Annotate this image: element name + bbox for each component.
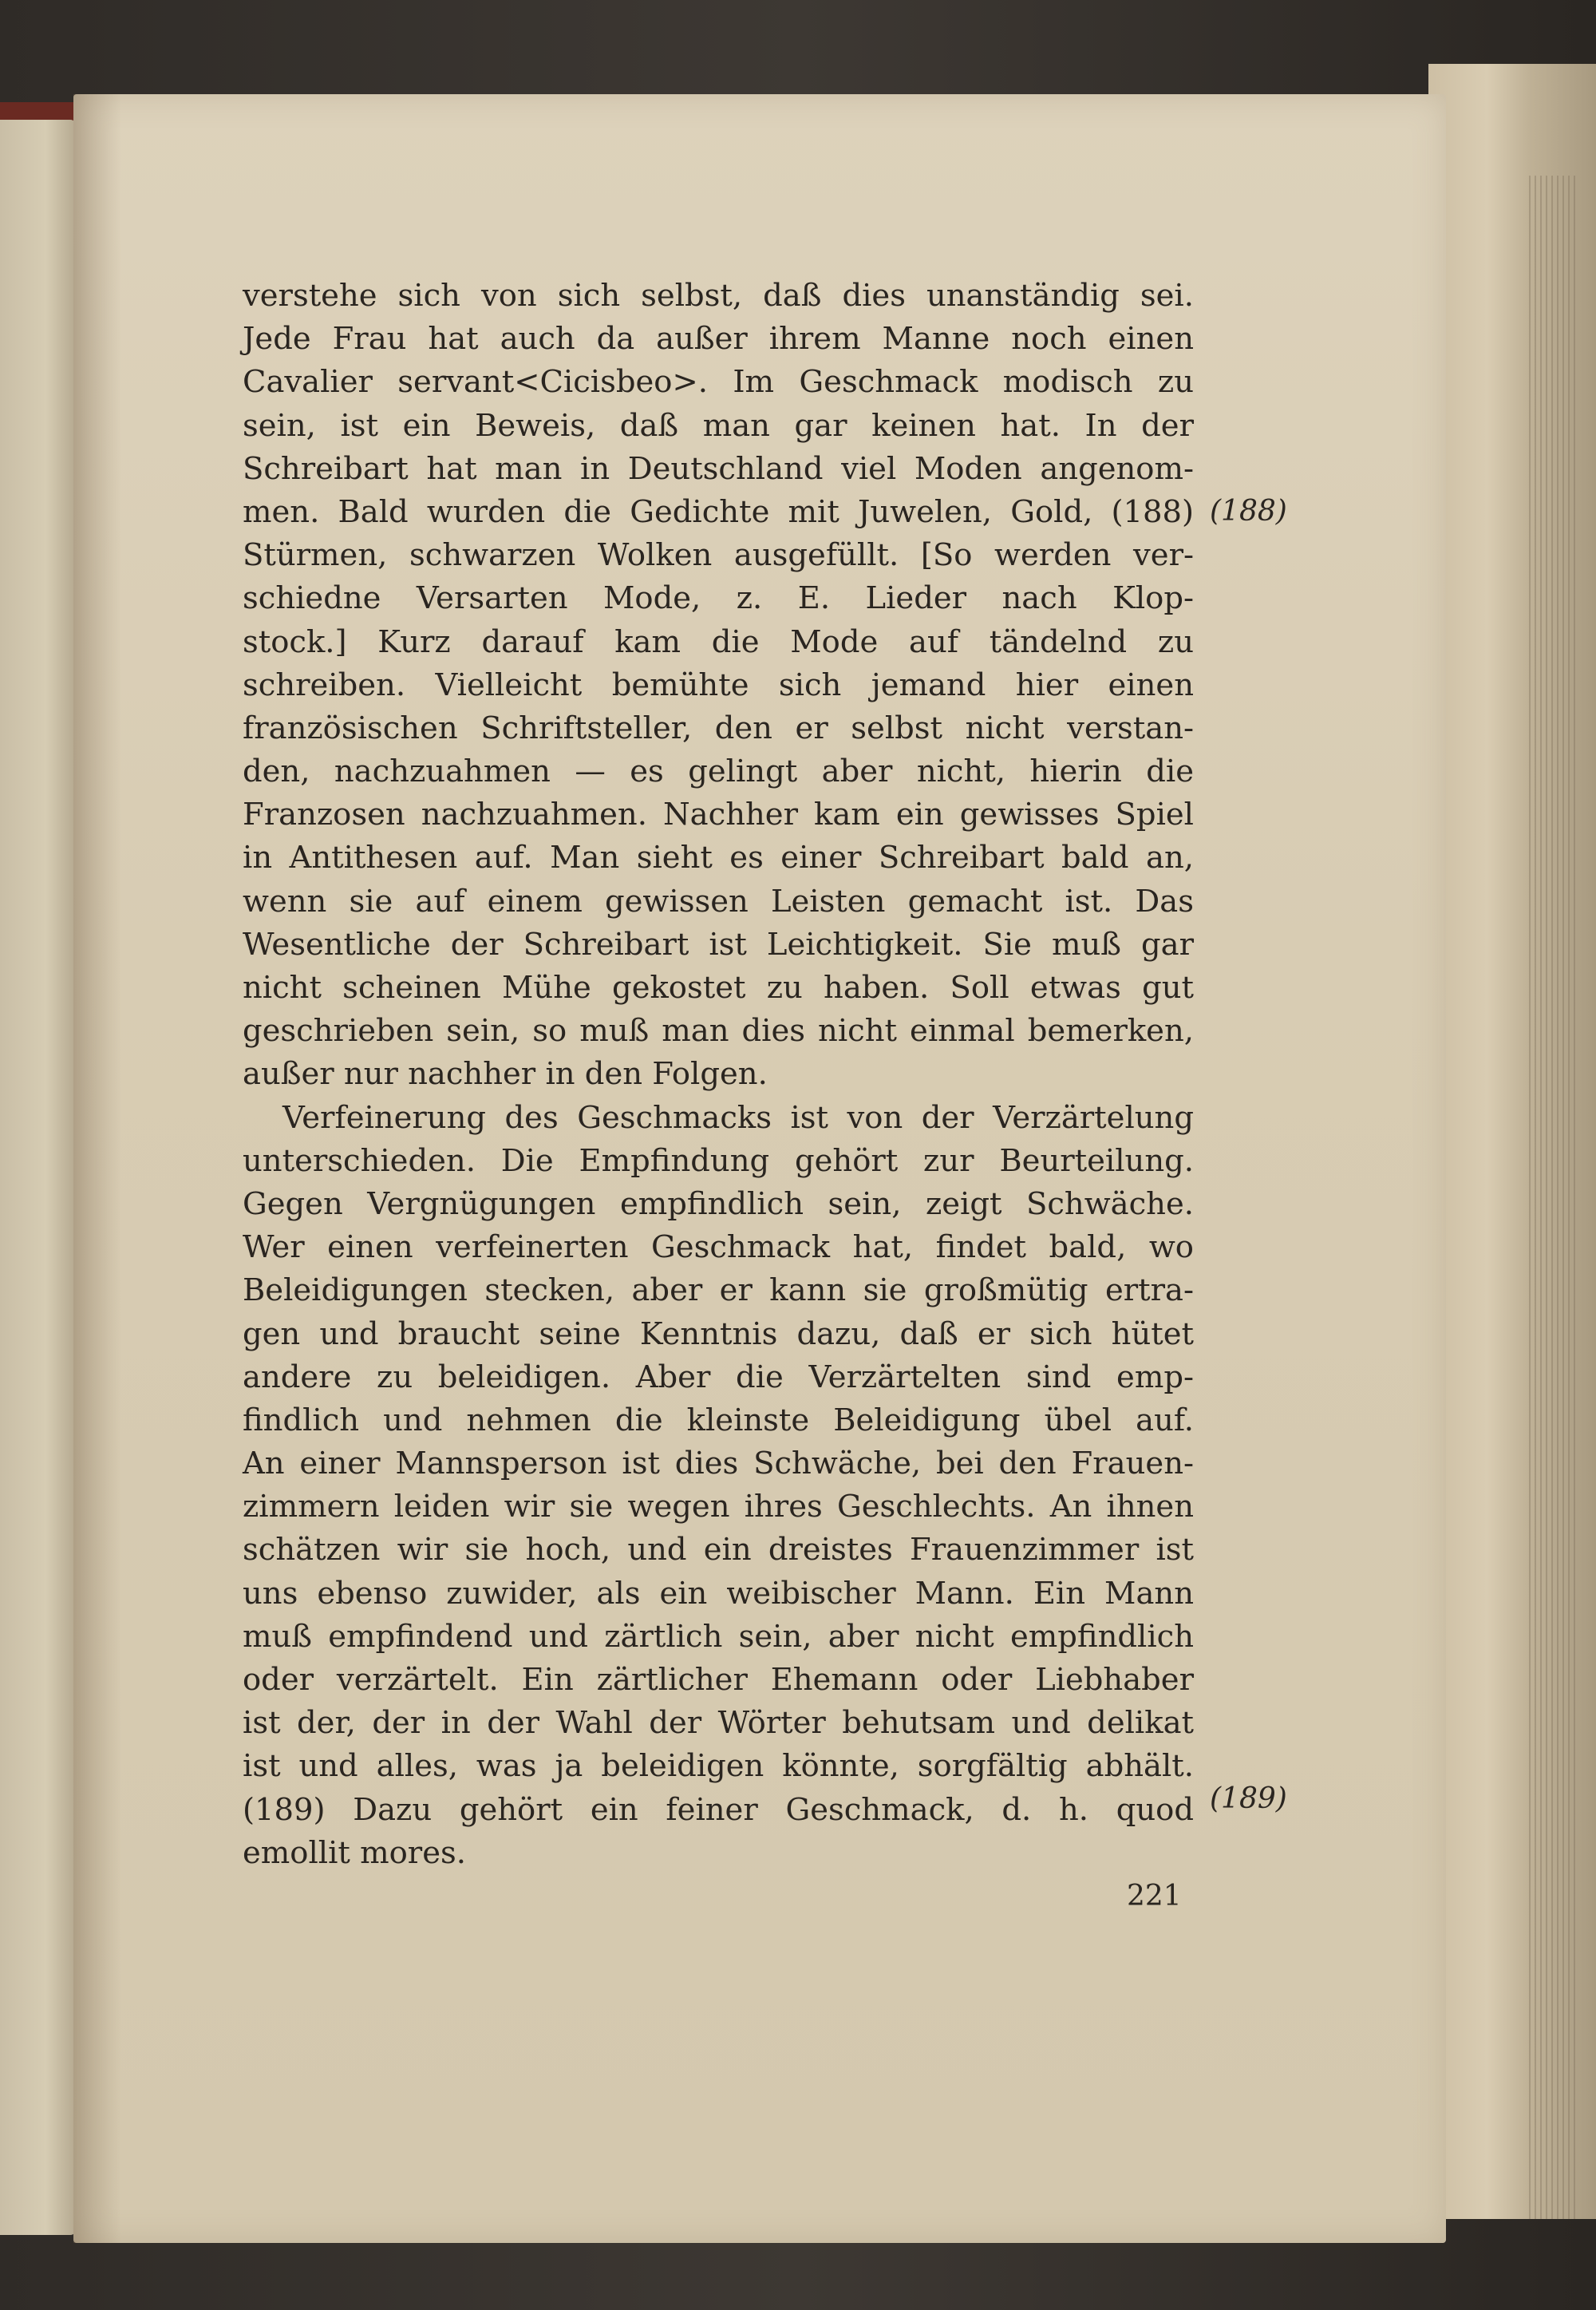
page-number: 221	[1127, 1880, 1182, 1912]
text-line: schätzen wir sie hoch, und ein dreistes Frauenzimmer ist	[243, 1532, 1194, 1568]
text-line: wenn sie auf einem gewissen Leisten gemacht ist. Das	[243, 883, 1194, 920]
book-page-edges	[1428, 64, 1596, 2219]
text-line: sein, ist ein Beweis, daß man gar keinen hat. In der	[243, 407, 1194, 444]
text-line: nicht scheinen Mühe gekostet zu haben. Soll etwas gut	[243, 970, 1194, 1006]
text-line: ist der, der in der Wahl der Wörter behutsam und delikat	[243, 1705, 1194, 1742]
text-line: unterschieden. Die Empfindung gehört zur Beurteilung.	[243, 1142, 1194, 1179]
text-line: außer nur nachher in den Folgen.	[243, 1056, 768, 1093]
gutter-shadow	[73, 94, 121, 2243]
text-line: Schreibart hat man in Deutschland viel Moden angenom-	[243, 450, 1194, 487]
text-line: Cavalier servant<Cicisbeo>. Im Geschmack modisch zu	[243, 364, 1194, 401]
text-line: Wesentliche der Schreibart ist Leichtigkeit. Sie muß gar	[243, 926, 1194, 963]
text-line: Beleidigungen stecken, aber er kann sie großmütig ertra-	[243, 1272, 1194, 1309]
text-line: muß empfindend und zärtlich sein, aber nicht empfindlich	[243, 1618, 1194, 1655]
page-edge-lines	[1529, 176, 1577, 2219]
text-line: schiedne Versarten Mode, z. E. Lieder nach Klop-	[243, 580, 1194, 617]
text-line: An einer Mannsperson ist dies Schwäche, bei den Frauen-	[243, 1446, 1194, 1482]
text-line: (189) Dazu gehört ein feiner Geschmack, d. h. quod	[243, 1791, 1194, 1828]
text-line: gen und braucht seine Kenntnis dazu, daß er sich hütet	[243, 1315, 1194, 1352]
margin-note-188: (188)	[1210, 495, 1287, 528]
left-facing-page	[0, 120, 77, 2235]
text-line: stock.] Kurz darauf kam die Mode auf tändelnd zu	[243, 623, 1194, 660]
text-line: verstehe sich von sich selbst, daß dies unanständig sei.	[243, 278, 1194, 314]
text-line: Wer einen verfeinerten Geschmack hat, findet bald, wo	[243, 1229, 1194, 1266]
text-line: emollit mores.	[243, 1834, 466, 1871]
text-line: uns ebenso zuwider, als ein weibischer Mann. Ein Mann	[243, 1575, 1194, 1612]
text-line: men. Bald wurden die Gedichte mit Juwelen, Gold, (188)	[243, 493, 1194, 530]
body-text	[243, 275, 1194, 1875]
text-line: den, nachzuahmen — es gelingt aber nicht, hierin die	[243, 754, 1194, 790]
text-line: Stürmen, schwarzen Wolken ausgefüllt. [So werden ver-	[243, 537, 1194, 574]
text-line: schreiben. Vielleicht bemühte sich jemand hier einen	[243, 666, 1194, 703]
text-line: findlich und nehmen die kleinste Beleidigung übel auf.	[243, 1402, 1194, 1438]
text-line: geschrieben sein, so muß man dies nicht einmal bemerken,	[243, 1013, 1194, 1050]
text-line: Jede Frau hat auch da außer ihrem Manne noch einen	[243, 321, 1194, 358]
text-line: zimmern leiden wir sie wegen ihres Geschlechts. An ihnen	[243, 1489, 1194, 1525]
text-line: andere zu beleidigen. Aber die Verzärtelten sind emp-	[243, 1359, 1194, 1395]
text-line: in Antithesen auf. Man sieht es einer Schreibart bald an,	[243, 840, 1194, 876]
margin-note-189: (189)	[1210, 1782, 1287, 1815]
text-line: ist und alles, was ja beleidigen könnte, sorgfältig abhält.	[243, 1748, 1194, 1785]
text-line: Gegen Vergnügungen empfindlich sein, zeigt Schwäche.	[243, 1185, 1194, 1222]
text-line: oder verzärtelt. Ein zärtlicher Ehemann oder Liebhaber	[243, 1662, 1194, 1698]
paragraph-start-line: Verfeinerung des Geschmacks ist von der Verzärtelung	[282, 1099, 1194, 1136]
text-line: Franzosen nachzuahmen. Nachher kam ein gewisses Spiel	[243, 797, 1194, 833]
text-line: französischen Schriftsteller, den er selbst nicht verstan-	[243, 710, 1194, 746]
